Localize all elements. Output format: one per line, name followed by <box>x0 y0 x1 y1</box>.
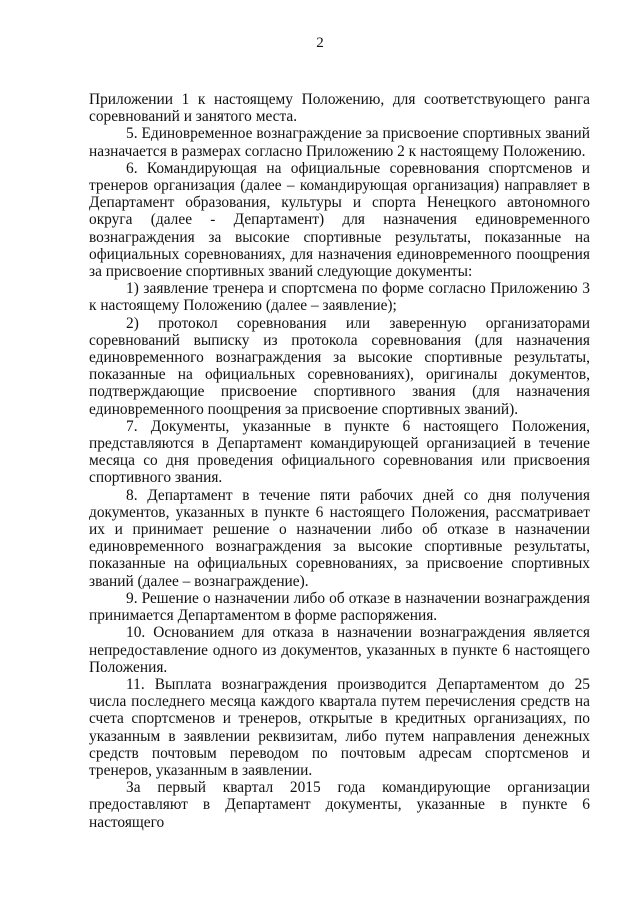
paragraph-item-11: 11. Выплата вознаграждения производится Департаментом до 25 числа последнего месяца каждого квартала путем перечисления средств на счета спортсменов и тренеров, открытые в кредитных организациях, по указанным в заявлении реквизитам, либо путем направления денежных средств почтовым переводом по почтовым адресам спортсменов и тренеров, указанным в заявлении. <box>89 675 590 779</box>
paragraph-item-9: 9. Решение о назначении либо об отказе в назначении вознаграждения принимается Департаментом в форме распоряжения. <box>89 589 590 625</box>
paragraph-item-7: 7. Документы, указанные в пункте 6 настоящего Положения, представляются в Департамент командирующей организацией в течение месяца со дня проведения официального соревнования или присвоения спортивного звания. <box>89 417 590 487</box>
paragraph-item-10: 10. Основанием для отказа в назначении вознаграждения является непредоставление одного из документов, указанных в пункте 6 настоящего Положения. <box>89 624 590 676</box>
paragraph-first-quarter: За первый квартал 2015 года командирующие организации предоставляют в Департамент документы, указанные в пункте 6 настоящего <box>89 779 590 831</box>
paragraph-continuation: Приложении 1 к настоящему Положению, для соответствующего ранга соревнований и занятого места. <box>89 91 590 126</box>
paragraph-item-5: 5. Единовременное вознаграждение за присвоение спортивных званий назначается в размерах согласно Приложению 2 к настоящему Положению. <box>89 125 590 160</box>
paragraph-subitem-1: 1) заявление тренера и спортсмена по форме согласно Приложению 3 к настоящему Положению (далее – заявление); <box>89 280 590 315</box>
document-body <box>89 91 590 831</box>
paragraph-subitem-2: 2) протокол соревнования или заверенную организаторами соревнований выписку из протокола соревнования (для назначения единовременного вознаграждения за высокие спортивные результаты, показанные на официальных соревнованиях), оригиналы документов, подтверждающие присвоение спортивного звания (для назначения единовременного поощрения за присвоение спортивных званий). <box>89 314 590 418</box>
page-number: 2 <box>316 35 324 51</box>
paragraph-item-6: 6. Командирующая на официальные соревнования спортсменов и тренеров организация (далее – командирующая организация) направляет в Департамент образования, культуры и спорта Ненецкого автономного округа (далее - Департамент) для назначения единовременного вознаграждения за высокие спортивные результаты, показанные на официальных соревнованиях, для назначения единовременного поощрения за присвоение спортивных званий следующие документы: <box>89 159 590 281</box>
paragraph-item-8: 8. Департамент в течение пяти рабочих дней со дня получения документов, указанных в пункте 6 настоящего Положения, рассматривает их и принимает решение о назначении либо об отказе в назначении единовременного вознаграждения за высокие спортивные результаты, показанные на официальных соревнованиях, за присвоение спортивных званий (далее – вознаграждение). <box>89 486 590 590</box>
